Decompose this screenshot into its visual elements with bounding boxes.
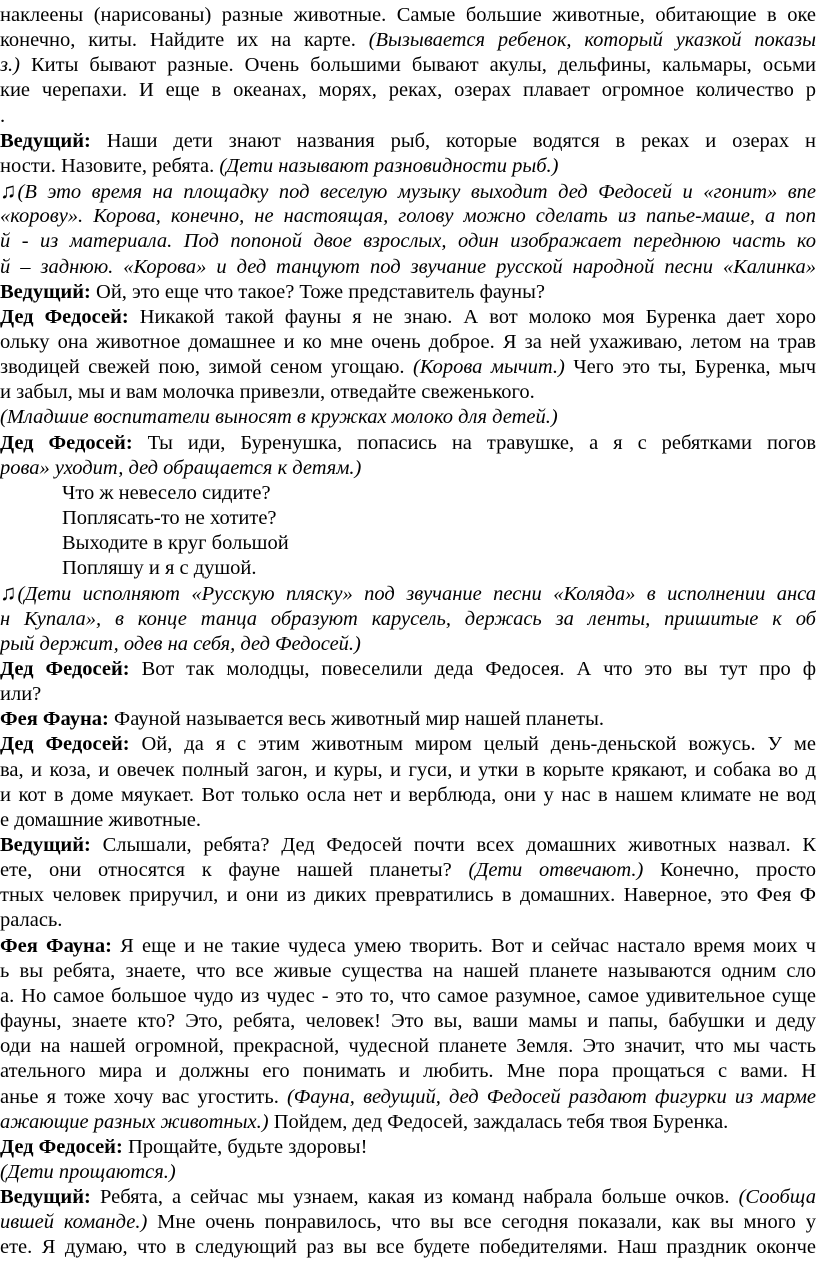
text-segment: оди на нашей огромной, прекрасной, чудесной планете Земля. Это значит, что мы часть [0, 1035, 816, 1058]
text-segment: ва, и коза, и овечек полный загон, и куры, и гуси, и утки в корыте крякают, и собака во д [0, 758, 816, 781]
text-line [0, 1058, 816, 1084]
stage-direction: (Младшие воспитатели выносят в кружках молоко для детей.) [0, 406, 558, 429]
text-segment: Чего это ты, Буренка, мыч [564, 356, 816, 379]
speaker-name: Дед Федосей: [0, 305, 129, 328]
text-segment: Что ж невесело сидите? [62, 481, 271, 504]
text-segment: Вот так молодцы, повеселили деда Федосея. А что это вы тут про ф [129, 657, 816, 680]
text-segment: Прощайте, будьте здоровы! [122, 1135, 368, 1158]
text-segment: ольку она животное домашнее и ко мне очень доброе. Я за ней ухаживаю, летом на трав [0, 330, 816, 353]
text-line [0, 455, 361, 481]
text-line [0, 27, 816, 53]
text-line [0, 128, 816, 154]
stage-direction: ажающие разных животных.) [0, 1110, 269, 1133]
speaker-name: Ведущий: [0, 280, 91, 303]
text-line [0, 1033, 816, 1059]
text-line [0, 832, 816, 858]
text-line [0, 178, 816, 204]
text-line [0, 706, 604, 732]
text-line [0, 228, 816, 254]
text-line [0, 681, 41, 707]
text-segment: кие черепахи. И еще в океанах, морях, реках, озерах плавает огромное количество р [0, 79, 816, 102]
text-segment: и забыл, мы и вам молочка привезли, отведайте свеженького. [0, 381, 535, 404]
speaker-name: Дед Федосей: [0, 657, 130, 680]
text-line [0, 304, 816, 330]
text-segment: Ой, это еще что такое? Тоже представитель фауны? [90, 280, 546, 303]
text-line [0, 379, 535, 405]
stage-direction: (Вызывается ребенок, который указкой показы [368, 29, 816, 52]
speaker-name: Ведущий: [0, 129, 91, 152]
text-segment: Я еще и не такие чудеса умею творить. Вот и сейчас настало время моих ч [111, 934, 816, 957]
text-line [0, 958, 816, 984]
stage-direction: (Дети отвечают.) [468, 859, 644, 882]
stage-direction: (В это время на площадку под веселую музыку выходит дед Федосей и «гонит» впе [17, 181, 816, 203]
text-line [0, 52, 816, 78]
text-line [0, 203, 816, 229]
text-line [0, 656, 816, 682]
text-segment: Мне очень понравилось, что вы все сегодня показали, как вы много у [147, 1211, 816, 1234]
text-line [0, 631, 361, 657]
verse-line [62, 555, 257, 581]
text-segment: конечно, киты. Найдите их на карте. [0, 29, 369, 52]
stage-direction: (Фауна, ведущий, дед Федосей раздают фигурки из марме [286, 1085, 816, 1108]
text-segment: ете. Я думаю, что в следующий раз вы все будете победителями. Наш праздник оконче [0, 1236, 816, 1259]
text-line [0, 1008, 816, 1034]
text-segment: Попляшу и я с душой. [62, 557, 257, 580]
text-line [0, 857, 816, 883]
text-segment: ности. Назовите, ребята. [0, 154, 220, 177]
text-line [0, 430, 816, 456]
text-segment: Ребята, а сейчас мы узнаем, какая из команд набрала больше очков. [90, 1186, 739, 1208]
text-segment: . [0, 104, 6, 127]
text-line [0, 933, 816, 959]
speaker-name: Фея Фауна: [0, 708, 109, 731]
speaker-name: Ведущий: [0, 833, 91, 856]
text-segment: Пойдем, дед Федосей, заждалась тебя твоя Буренка. [268, 1110, 729, 1133]
stage-direction: ившей команде.) [0, 1211, 148, 1234]
stage-direction: (Дети исполняют «Русскую пляску» под звучание песни «Коляда» в исполнении анса [17, 583, 816, 606]
text-segment: анье я тоже хочу вас угостить. [0, 1085, 287, 1108]
stage-direction: рова» уходит, дед обращается к детям.) [0, 456, 362, 479]
music-note-icon: ♫ [0, 580, 17, 606]
speaker-name: Ведущий: [0, 1186, 91, 1208]
stage-direction: (Дети называют разновидности рыб.) [219, 154, 559, 177]
stage-direction: й - из материала. Под попоной двое взрослых, один изображает переднюю часть ко [0, 230, 816, 253]
text-line [0, 606, 816, 632]
stage-direction: (Дети прощаются.) [0, 1160, 176, 1183]
text-line [0, 77, 816, 103]
text-segment: Наши дети знают названия рыб, которые водятся в реках и озерах н [90, 129, 816, 152]
text-segment: тных человек приручил, и они из диких превратились в домашних. Наверное, это Фея Ф [0, 884, 816, 907]
text-segment: Никакой такой фауны я не знаю. А вот молоко моя Буренка дает хоро [128, 305, 816, 328]
speaker-name: Дед Федосей: [0, 1135, 123, 1158]
text-line [0, 1159, 176, 1185]
text-segment: зводицей свежей пою, зимой сеном угощаю. [0, 356, 413, 379]
text-segment: ете, они относятся к фауне нашей планеты? [0, 859, 469, 882]
text-line [0, 1134, 367, 1160]
text-segment: фауны, знаете кто? Это, ребята, человек! Это вы, ваши мамы и папы, бабушки и деду [0, 1010, 816, 1032]
music-note-icon: ♫ [0, 178, 17, 203]
text-line [0, 354, 816, 380]
speaker-name: Дед Федосей: [0, 431, 133, 454]
text-line [0, 2, 816, 28]
text-line [0, 1184, 816, 1210]
text-line [0, 103, 5, 129]
text-segment: Конечно, просто [643, 859, 816, 882]
text-segment: Ты иди, Буренушка, попасись на травушке, а я с ребятками погов [132, 431, 816, 454]
stage-direction: рый держит, одев на себя, дед Федосей.) [0, 632, 361, 655]
verse-line [62, 505, 277, 531]
stage-direction: (Сообща [738, 1186, 816, 1208]
stage-direction: (Корова мычит.) [413, 356, 565, 379]
speaker-name: Дед Федосей: [0, 733, 130, 756]
text-line [0, 1209, 816, 1235]
text-segment: ь вы ребята, знаете, что все живые существа на нашей планете называются одним сло [0, 959, 816, 982]
text-segment: Выходите в круг большой [62, 532, 289, 555]
text-segment: а. Но самое большое чудо из чудес - это то, что самое разумное, самое удивительное суще [0, 984, 816, 1007]
text-segment: Фауной называется весь животный мир нашей планеты. [108, 708, 605, 731]
text-segment: Киты бывают разные. Очень большими бывают акулы, дельфины, кальмары, осьми [19, 54, 816, 77]
text-line [0, 757, 816, 783]
text-segment: ательного мира и должны его понимать и любить. Мне пора прощаться с вами. Н [0, 1060, 816, 1083]
text-line [0, 329, 816, 355]
text-segment: Поплясать-то не хотите? [62, 507, 277, 529]
text-segment: Ой, да я с этим животным миром целый день-деньской вожусь. У ме [129, 733, 816, 756]
text-line [0, 907, 62, 933]
text-line [0, 807, 201, 833]
text-segment: Слышали, ребята? Дед Федосей почти всех домашних животных назвал. К [90, 833, 816, 856]
stage-direction: н Купала», в конце танца образуют карусель, держась за ленты, пришитые к об [0, 607, 816, 630]
verse-line [62, 530, 289, 556]
stage-direction: «корову». Корова, конечно, не настоящая, голову можно сделать из папье-маше, а поп [0, 205, 816, 228]
text-line [0, 1109, 728, 1135]
text-segment: или? [0, 683, 42, 705]
stage-direction: з.) [0, 54, 20, 77]
speaker-name: Фея Фауна: [0, 934, 112, 957]
text-segment: и кот в доме мяукает. Вот только осла нет и верблюда, они у нас в нашем климате не вод [0, 783, 816, 806]
text-line [0, 404, 558, 430]
text-line [0, 153, 558, 179]
text-line [0, 1084, 816, 1110]
text-segment: наклеены (нарисованы) разные животные. Самые большие животные, обитающие в оке [0, 4, 816, 26]
text-segment: е домашние животные. [0, 808, 201, 831]
text-line [0, 782, 816, 808]
text-line [0, 580, 816, 606]
text-line [0, 882, 816, 908]
text-line [0, 1234, 816, 1260]
stage-direction: й – заднюю. «Корова» и дед танцуют под звучание русской народной песни «Калинка» [0, 255, 816, 278]
text-line [0, 731, 816, 757]
verse-line [62, 480, 271, 506]
text-segment: ралась. [0, 909, 63, 932]
text-line [0, 254, 816, 280]
text-line [0, 983, 816, 1009]
text-line [0, 279, 545, 305]
